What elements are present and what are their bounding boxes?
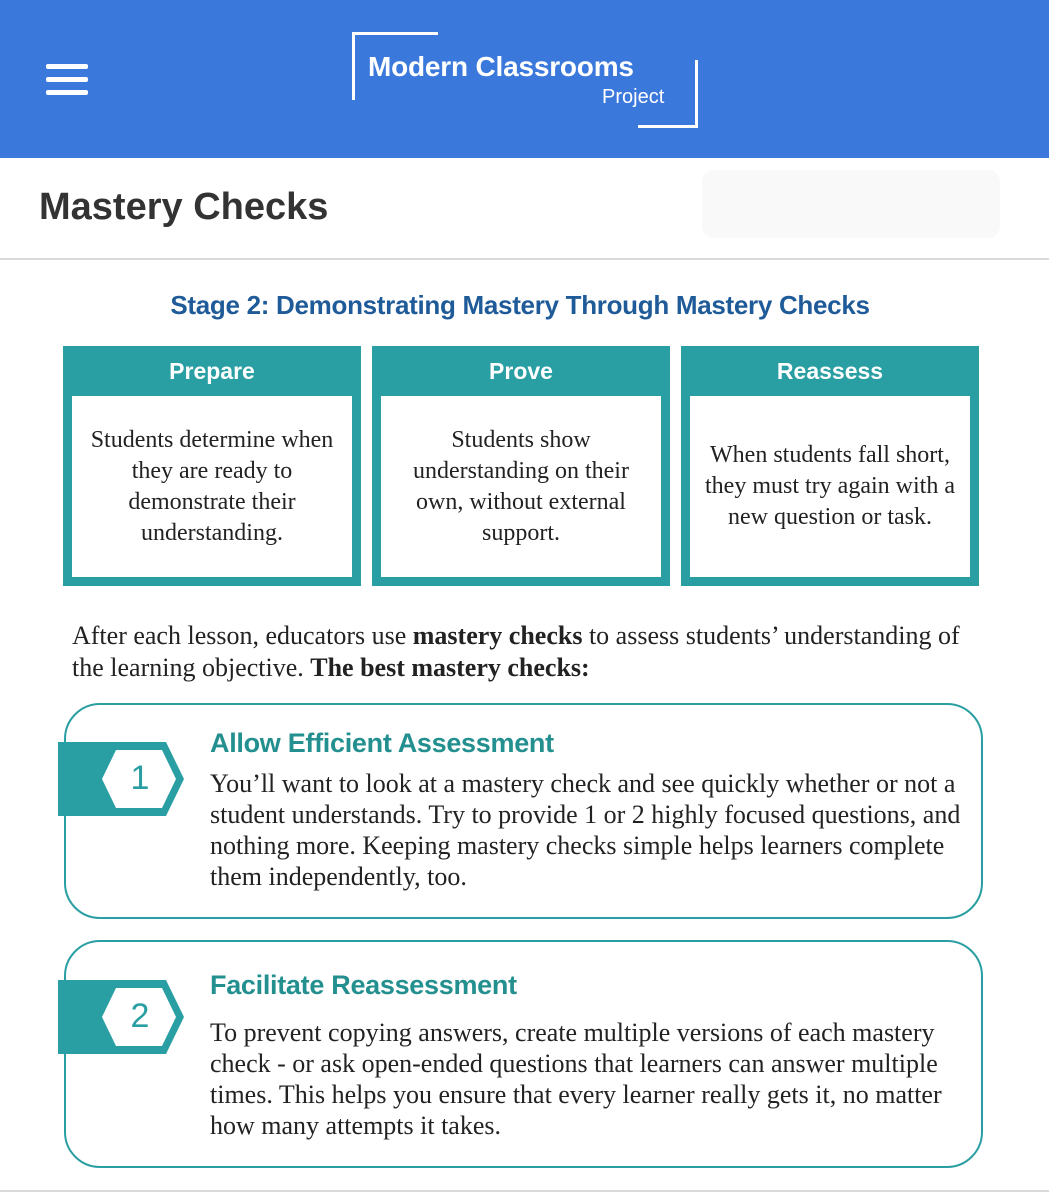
stage-box-prove xyxy=(372,346,670,586)
page-title: Mastery Checks xyxy=(39,186,329,228)
intro-text: After each lesson, educators use xyxy=(72,621,413,650)
logo-title: Modern Classrooms xyxy=(368,51,634,82)
stage-box-label: Prepare xyxy=(169,358,255,384)
stage-box-label: Prove xyxy=(489,358,553,384)
number-badge-2 xyxy=(58,980,188,1054)
number-badge-1 xyxy=(58,742,188,816)
faded-header-element xyxy=(702,170,1000,238)
card-body: You’ll want to look at a mastery check and see quickly whether or not a student understands. Try to provide 1 or 2 highly focused questions, and nothing more. Keeping mastery checks simple helps learners complete them independently, too. xyxy=(210,769,961,891)
badge-number: 1 xyxy=(130,759,150,797)
top-app-bar xyxy=(0,0,1049,158)
stage-box-label: Reassess xyxy=(776,358,884,384)
divider xyxy=(0,1190,1049,1192)
hamburger-menu-icon[interactable] xyxy=(46,64,88,96)
badge-number: 2 xyxy=(130,997,150,1035)
stage-box-text: When students fall short, they must try again with a new question or task. xyxy=(690,396,970,577)
intro-text: to assess students’ understanding of the learning objective. xyxy=(72,621,960,682)
card-title: Facilitate Reassessment xyxy=(210,970,517,1000)
card-body: To prevent copying answers, create multiple versions of each mastery check - or ask open-ended questions that learners can answer multiple times. This helps you ensure that every learner really gets it, no matter how many attempts it takes. xyxy=(210,1018,942,1140)
stage-box-reassess xyxy=(681,346,979,586)
stage-heading: Stage 2: Demonstrating Mastery Through Mastery Checks xyxy=(170,290,870,320)
brand-logo[interactable] xyxy=(352,32,698,128)
logo-subtitle: Project xyxy=(602,86,665,108)
stage-box-text: Students show understanding on their own, without external support. xyxy=(381,396,661,577)
card-title: Allow Efficient Assessment xyxy=(210,728,554,758)
intro-bold-term: mastery checks xyxy=(412,621,583,650)
intro-bold-lead: The best mastery checks: xyxy=(310,653,590,682)
stage-box-prepare xyxy=(63,346,361,586)
intro-paragraph xyxy=(72,620,972,684)
stage-box-text: Students determine when they are ready to demonstrate their understanding. xyxy=(72,396,352,577)
